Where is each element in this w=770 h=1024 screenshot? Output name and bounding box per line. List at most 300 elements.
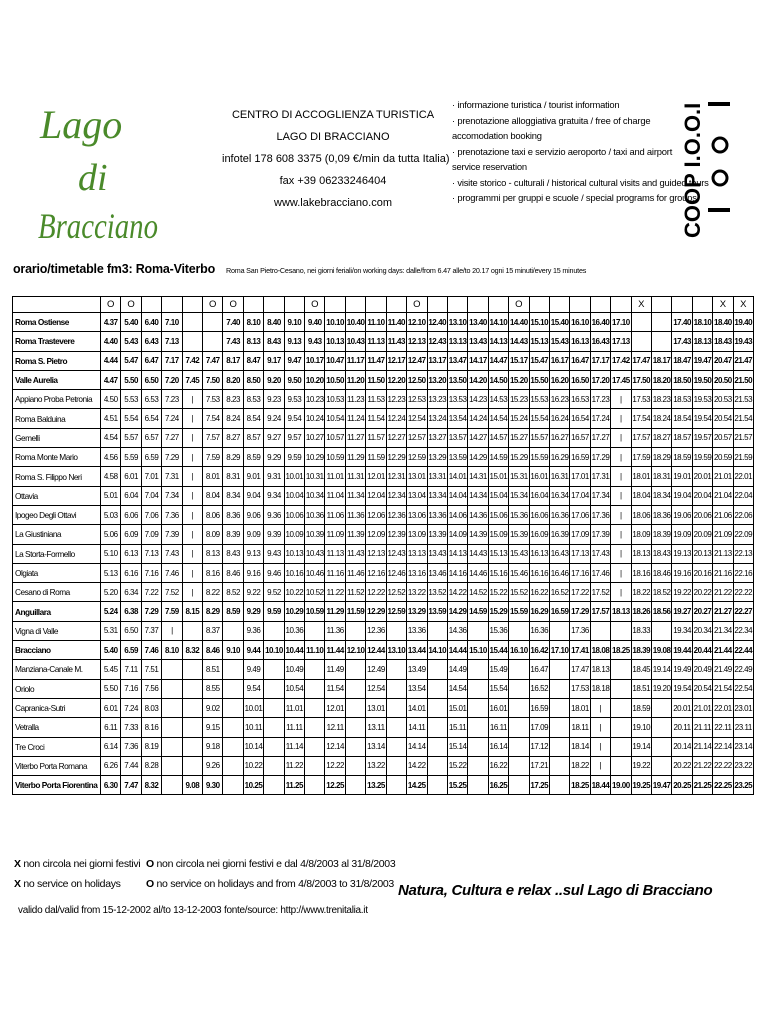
time-cell: 18.17 [651, 351, 671, 370]
time-cell: 17.42 [611, 351, 631, 370]
time-cell [651, 332, 671, 351]
time-cell: 12.53 [407, 390, 427, 409]
header-marker-cell [549, 297, 569, 313]
time-cell: 11.40 [386, 313, 406, 332]
time-cell: 19.54 [672, 679, 692, 698]
time-cell: 15.14 [447, 737, 467, 756]
time-cell: 8.54 [243, 409, 263, 428]
time-cell: 5.50 [121, 370, 141, 389]
time-cell: 9.49 [243, 660, 263, 679]
time-cell: 18.11 [570, 718, 590, 737]
time-cell [305, 621, 325, 640]
station-name: Oriolo [13, 679, 101, 698]
time-cell: 5.57 [121, 428, 141, 447]
time-cell: 21.50 [733, 370, 753, 389]
logo-line-di: di [78, 157, 108, 199]
time-cell: 7.10 [162, 313, 182, 332]
time-cell: 16.24 [549, 409, 569, 428]
time-cell: 20.01 [672, 698, 692, 717]
time-cell: 16.22 [529, 583, 549, 602]
time-cell: 9.20 [264, 370, 284, 389]
time-cell: 17.57 [590, 602, 610, 621]
time-cell: | [611, 467, 631, 486]
time-cell: 16.13 [570, 332, 590, 351]
time-cell: 16.16 [529, 563, 549, 582]
time-cell: 16.42 [529, 641, 549, 660]
time-cell: 21.16 [713, 563, 733, 582]
time-cell: 19.14 [631, 737, 651, 756]
time-cell: 14.46 [468, 563, 488, 582]
time-cell: 8.53 [243, 390, 263, 409]
time-cell: 17.25 [529, 776, 549, 795]
time-cell: 13.54 [447, 409, 467, 428]
time-cell: 22.13 [733, 544, 753, 563]
time-cell: 5.54 [121, 409, 141, 428]
time-cell: 17.24 [590, 409, 610, 428]
time-cell [386, 718, 406, 737]
station-name: Viterbo Porta Fiorentina [13, 776, 101, 795]
time-cell: 8.13 [203, 544, 223, 563]
time-cell: 22.22 [733, 583, 753, 602]
table-row [13, 486, 754, 505]
time-cell [264, 621, 284, 640]
time-cell: 7.37 [141, 621, 161, 640]
time-cell: 16.54 [570, 409, 590, 428]
time-cell: 8.39 [223, 525, 243, 544]
time-cell: 19.47 [692, 351, 712, 370]
time-cell: 18.53 [672, 390, 692, 409]
time-cell: 13.50 [447, 370, 467, 389]
time-cell: 14.43 [468, 544, 488, 563]
header-marker-cell [529, 297, 549, 313]
time-cell: 15.25 [447, 776, 467, 795]
time-cell: 12.40 [427, 313, 447, 332]
time-cell: 12.11 [325, 718, 345, 737]
time-cell: 9.43 [305, 332, 325, 351]
time-cell: 21.01 [713, 467, 733, 486]
time-cell [427, 718, 447, 737]
time-cell: 7.39 [162, 525, 182, 544]
time-cell: 5.13 [101, 563, 121, 582]
station-name: La Giustiniana [13, 525, 101, 544]
time-cell [223, 756, 243, 775]
time-cell: 10.47 [325, 351, 345, 370]
time-cell: 14.44 [447, 641, 467, 660]
time-cell: 11.31 [345, 467, 365, 486]
time-cell: 5.43 [121, 332, 141, 351]
time-cell: 20.57 [713, 428, 733, 447]
time-cell: 9.36 [264, 505, 284, 524]
time-cell: 10.13 [325, 332, 345, 351]
time-cell: 23.25 [733, 776, 753, 795]
route-frequency-note: Roma San Pietro-Cesano, nei giorni feriali/on working days: dalle/from 6.47 alle/to 20.17 ogni 15 minuti/every 15 minutes [226, 266, 587, 275]
time-cell: | [182, 428, 202, 447]
time-cell [345, 679, 365, 698]
time-cell: 6.59 [121, 641, 141, 660]
time-cell: 16.29 [529, 602, 549, 621]
time-cell: 19.54 [692, 409, 712, 428]
time-cell: | [182, 448, 202, 467]
time-cell [223, 698, 243, 717]
time-cell: 13.40 [468, 313, 488, 332]
center-fax: fax +39 06233246404 [279, 175, 387, 187]
time-cell: 14.06 [447, 505, 467, 524]
time-cell [509, 698, 529, 717]
time-cell: 9.23 [264, 390, 284, 409]
time-cell: 11.36 [325, 621, 345, 640]
time-cell [611, 660, 631, 679]
logo-line-bracciano: Bracciano [38, 206, 158, 246]
time-cell [651, 698, 671, 717]
time-cell: 14.11 [407, 718, 427, 737]
time-cell: 10.29 [305, 448, 325, 467]
tourist-center-info [222, 104, 450, 214]
time-cell: 17.45 [611, 370, 631, 389]
time-cell: 17.40 [672, 313, 692, 332]
time-cell: 18.36 [651, 505, 671, 524]
time-cell: 7.59 [162, 602, 182, 621]
time-cell: 15.59 [509, 602, 529, 621]
time-cell: 21.04 [713, 486, 733, 505]
time-cell: 21.06 [713, 505, 733, 524]
time-cell: 14.43 [509, 332, 529, 351]
time-cell: | [590, 737, 610, 756]
time-cell: 15.06 [488, 505, 508, 524]
time-cell: 17.29 [570, 602, 590, 621]
time-cell: 8.15 [182, 602, 202, 621]
time-cell: 13.44 [407, 641, 427, 660]
time-cell: 18.46 [651, 563, 671, 582]
time-cell [264, 698, 284, 717]
time-cell: 21.22 [692, 756, 712, 775]
time-cell: 13.13 [447, 332, 467, 351]
time-cell: 18.13 [631, 544, 651, 563]
time-cell: 10.43 [345, 332, 365, 351]
time-cell [386, 660, 406, 679]
time-cell: 20.50 [713, 370, 733, 389]
time-cell: 9.29 [243, 602, 263, 621]
time-cell: 7.56 [141, 679, 161, 698]
time-cell: 8.29 [203, 602, 223, 621]
time-cell: 9.17 [264, 351, 284, 370]
station-name: Vigna di Valle [13, 621, 101, 640]
time-cell: 7.52 [162, 583, 182, 602]
time-cell: 14.50 [488, 370, 508, 389]
time-cell: 9.39 [264, 525, 284, 544]
time-cell: 7.46 [141, 641, 161, 660]
time-cell: 19.01 [672, 467, 692, 486]
time-cell: 13.22 [407, 583, 427, 602]
time-cell [386, 698, 406, 717]
slogan: Natura, Cultura e relax ..sul Lago di Bracciano [398, 882, 713, 899]
time-cell: 10.52 [305, 583, 325, 602]
time-cell: 16.06 [529, 505, 549, 524]
time-cell: 19.08 [651, 641, 671, 660]
time-cell: 10.23 [305, 390, 325, 409]
time-cell [509, 718, 529, 737]
time-cell: 9.09 [243, 525, 263, 544]
time-cell: 10.24 [305, 409, 325, 428]
time-cell: 16.01 [488, 698, 508, 717]
time-cell: 7.45 [182, 370, 202, 389]
time-cell: 23.22 [733, 756, 753, 775]
time-cell: 12.36 [386, 505, 406, 524]
time-cell: 18.56 [651, 602, 671, 621]
time-cell: 16.36 [529, 621, 549, 640]
time-cell: 10.16 [284, 563, 304, 582]
time-cell: 16.47 [570, 351, 590, 370]
time-cell: 7.29 [162, 448, 182, 467]
header-marker-cell [325, 297, 345, 313]
coop-logo-text: COOP I.O.O.I [680, 102, 705, 238]
time-cell: 13.04 [407, 486, 427, 505]
time-cell: 10.11 [243, 718, 263, 737]
time-cell: 14.52 [468, 583, 488, 602]
time-cell: 8.32 [141, 776, 161, 795]
time-cell: 14.29 [447, 602, 467, 621]
table-row [13, 428, 754, 447]
table-row [13, 679, 754, 698]
center-website[interactable]: www.lakebracciano.com [274, 197, 392, 209]
time-cell: 8.03 [141, 698, 161, 717]
station-name: Capranica-Sutri [13, 698, 101, 717]
time-cell: 11.25 [284, 776, 304, 795]
service-item: · prenotazione alloggiativa gratuita / free of charge [452, 114, 651, 126]
time-cell: 15.22 [447, 756, 467, 775]
station-name: Tre Croci [13, 737, 101, 756]
time-cell: 6.50 [121, 621, 141, 640]
time-cell: 18.20 [651, 370, 671, 389]
time-cell: 11.22 [284, 756, 304, 775]
time-cell: 16.17 [549, 351, 569, 370]
time-cell: 14.59 [468, 602, 488, 621]
time-cell [427, 621, 447, 640]
time-cell [223, 621, 243, 640]
station-name: Olgiata [13, 563, 101, 582]
time-cell: 7.13 [162, 332, 182, 351]
time-cell: 9.15 [203, 718, 223, 737]
time-cell: 14.16 [447, 563, 467, 582]
header-marker-cell [141, 297, 161, 313]
time-cell: 15.10 [468, 641, 488, 660]
time-cell: 12.06 [366, 505, 386, 524]
time-cell: 8.46 [203, 641, 223, 660]
time-cell: 14.29 [468, 448, 488, 467]
time-cell: 12.27 [386, 428, 406, 447]
time-cell: 18.39 [631, 641, 651, 660]
time-cell: 12.49 [366, 660, 386, 679]
time-cell [162, 718, 182, 737]
station-name: Manziana-Canale M. [13, 660, 101, 679]
time-cell: 11.17 [345, 351, 365, 370]
time-cell: 16.14 [488, 737, 508, 756]
time-cell: 17.47 [570, 660, 590, 679]
center-title: CENTRO DI ACCOGLIENZA TURISTICA [231, 109, 435, 121]
time-cell: 8.10 [243, 313, 263, 332]
time-cell: 16.43 [549, 544, 569, 563]
time-cell: 7.31 [162, 467, 182, 486]
time-cell: 16.01 [529, 467, 549, 486]
service-item: service reservation [452, 161, 527, 172]
header-marker-cell: O [509, 297, 529, 313]
time-cell: 20.49 [692, 660, 712, 679]
time-cell [631, 332, 651, 351]
time-cell: 22.49 [733, 660, 753, 679]
time-cell: 19.00 [611, 776, 631, 795]
time-cell: 17.43 [672, 332, 692, 351]
time-cell: | [182, 583, 202, 602]
time-cell: 9.24 [264, 409, 284, 428]
time-cell: 21.01 [692, 698, 712, 717]
time-cell: 10.44 [284, 641, 304, 660]
time-cell: 18.27 [651, 428, 671, 447]
time-cell [345, 756, 365, 775]
time-cell: 20.54 [692, 679, 712, 698]
time-cell: 15.23 [509, 390, 529, 409]
header-marker-cell [345, 297, 365, 313]
time-cell: 18.13 [590, 660, 610, 679]
time-cell: 7.34 [162, 486, 182, 505]
time-cell [386, 756, 406, 775]
time-cell: 20.22 [672, 756, 692, 775]
time-cell [162, 776, 182, 795]
time-cell: 18.57 [672, 428, 692, 447]
time-cell: 15.49 [488, 660, 508, 679]
time-cell: 16.04 [529, 486, 549, 505]
time-cell: 11.14 [284, 737, 304, 756]
time-cell: 12.50 [407, 370, 427, 389]
time-cell: 19.09 [672, 525, 692, 544]
time-cell: 23.14 [733, 737, 753, 756]
time-cell [386, 776, 406, 795]
time-cell: 10.59 [305, 602, 325, 621]
time-cell [509, 737, 529, 756]
time-cell: 13.29 [407, 602, 427, 621]
time-cell: 13.27 [427, 428, 447, 447]
time-cell: 20.06 [692, 505, 712, 524]
time-cell: 12.29 [386, 448, 406, 467]
time-cell: 10.22 [243, 756, 263, 775]
time-cell: | [611, 409, 631, 428]
service-item: · visite storico - culturali / historical cultural visits and guided tours [452, 176, 709, 188]
time-cell [182, 313, 202, 332]
time-cell: | [611, 544, 631, 563]
time-cell: 21.49 [713, 660, 733, 679]
time-cell [223, 776, 243, 795]
time-cell: 15.13 [488, 544, 508, 563]
time-cell: 19.22 [672, 583, 692, 602]
time-cell: 13.01 [407, 467, 427, 486]
time-cell: 12.22 [366, 583, 386, 602]
station-name: Roma Monte Mario [13, 448, 101, 467]
time-cell: 12.59 [386, 602, 406, 621]
time-cell: 21.09 [713, 525, 733, 544]
table-row [13, 505, 754, 524]
time-cell: 12.31 [386, 467, 406, 486]
time-cell: 13.54 [407, 679, 427, 698]
time-cell: 19.49 [672, 660, 692, 679]
time-cell: 8.59 [243, 448, 263, 467]
time-cell [651, 718, 671, 737]
time-cell [631, 313, 651, 332]
time-cell: 15.39 [509, 525, 529, 544]
time-cell: 9.54 [284, 409, 304, 428]
time-cell [223, 737, 243, 756]
time-cell: 6.59 [141, 448, 161, 467]
time-cell [203, 332, 223, 351]
time-cell: 11.09 [325, 525, 345, 544]
time-cell: 14.09 [447, 525, 467, 544]
time-cell: 14.40 [509, 313, 529, 332]
time-cell: 13.24 [427, 409, 447, 428]
time-cell: 13.46 [427, 563, 447, 582]
coop-logo [680, 90, 732, 240]
time-cell: 18.24 [651, 409, 671, 428]
time-cell: 4.56 [101, 448, 121, 467]
station-name: Ipogeo Degli Ottavi [13, 505, 101, 524]
time-cell: 16.11 [488, 718, 508, 737]
time-cell: 18.44 [590, 776, 610, 795]
time-cell: 19.20 [651, 679, 671, 698]
time-cell: 8.13 [243, 332, 263, 351]
time-cell: 9.53 [284, 390, 304, 409]
time-cell: | [182, 525, 202, 544]
time-cell: 20.59 [713, 448, 733, 467]
time-cell [264, 737, 284, 756]
time-cell: 6.53 [141, 390, 161, 409]
table-row [13, 313, 754, 332]
time-cell: 11.11 [284, 718, 304, 737]
time-cell [162, 679, 182, 698]
time-cell: 7.01 [141, 467, 161, 486]
header-marker-cell: X [713, 297, 733, 313]
time-cell: | [182, 467, 202, 486]
table-row [13, 448, 754, 467]
time-cell [182, 660, 202, 679]
time-cell: 14.22 [407, 756, 427, 775]
time-cell [468, 621, 488, 640]
time-cell: 13.10 [386, 641, 406, 660]
time-cell [611, 737, 631, 756]
time-cell: 13.36 [407, 621, 427, 640]
time-cell: 9.08 [182, 776, 202, 795]
time-cell: 16.09 [529, 525, 549, 544]
time-cell: 18.10 [692, 313, 712, 332]
time-cell: 15.10 [529, 313, 549, 332]
time-cell: 11.29 [345, 448, 365, 467]
time-cell: 17.21 [529, 756, 549, 775]
time-cell [509, 756, 529, 775]
time-cell: 21.54 [733, 409, 753, 428]
time-cell: 15.16 [488, 563, 508, 582]
time-cell: | [611, 563, 631, 582]
time-cell [182, 332, 202, 351]
time-cell: 21.54 [713, 679, 733, 698]
time-cell: 19.57 [692, 428, 712, 447]
time-cell: 15.34 [509, 486, 529, 505]
time-cell: 11.53 [366, 390, 386, 409]
time-cell: 22.44 [733, 641, 753, 660]
time-cell [264, 756, 284, 775]
table-row [13, 332, 754, 351]
time-cell: 7.51 [141, 660, 161, 679]
time-cell [223, 660, 243, 679]
time-cell: 13.52 [427, 583, 447, 602]
time-cell: | [182, 390, 202, 409]
time-cell: 13.53 [447, 390, 467, 409]
header-marker-cell [611, 297, 631, 313]
source-link[interactable]: fonte/source: http://www.trenitalia.it [224, 905, 368, 916]
